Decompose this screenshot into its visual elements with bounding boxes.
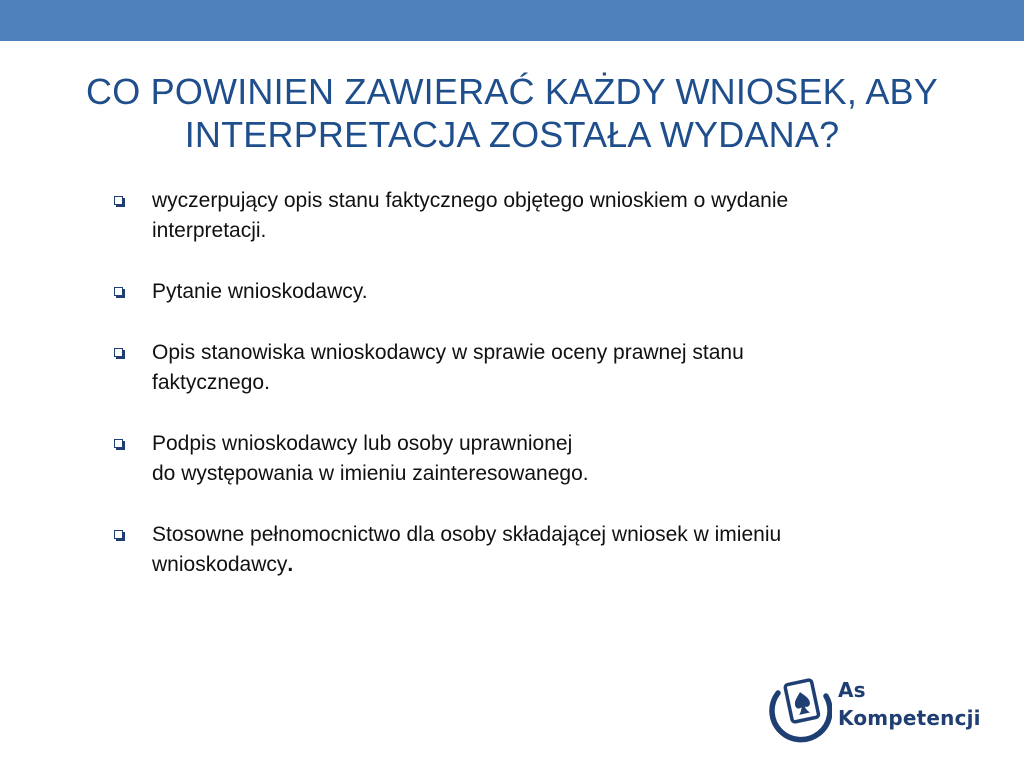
top-accent-bar: [0, 0, 1024, 41]
logo-text-line-2: Kompetencji: [838, 706, 981, 730]
playing-card-icon: [785, 680, 819, 723]
list-item: [112, 520, 942, 580]
list-item-line-1: Stosowne pełnomocnictwo dla osoby składającej wniosek w imieniu: [152, 523, 782, 546]
square-bullet-icon: [114, 348, 123, 357]
as-kompetencji-logo: [768, 672, 998, 746]
list-item-line-2: [152, 550, 942, 580]
list-item-line-2: do występowania w imieniu zainteresowanego.: [152, 462, 589, 485]
logo-text: [838, 676, 981, 732]
list-item-line-1: Podpis wnioskodawcy lub osoby uprawnionej: [152, 432, 573, 455]
requirements-list: [112, 186, 942, 611]
list-item-line-1: Pytanie wnioskodawcy.: [152, 280, 368, 303]
square-bullet-icon: [114, 287, 123, 296]
list-item-line-1: Opis stanowiska wnioskodawcy w sprawie oceny prawnej stanu: [152, 341, 744, 364]
spade-card-icon: [768, 672, 832, 746]
square-bullet-icon: [114, 196, 123, 205]
list-item-line-2: faktycznego.: [152, 371, 270, 394]
list-item: [112, 186, 942, 246]
list-item: [112, 277, 942, 307]
list-item: [112, 338, 942, 398]
square-bullet-icon: [114, 439, 123, 448]
slide-title: [20, 70, 1004, 156]
list-item-text: wnioskodawcy: [152, 553, 288, 576]
slide-title-line-1: CO POWINIEN ZAWIERAĆ KAŻDY WNIOSEK, ABY: [86, 71, 938, 112]
square-bullet-icon: [114, 530, 123, 539]
list-item-line-2: interpretacji.: [152, 219, 267, 242]
logo-text-line-1: As: [838, 678, 866, 702]
slide-title-line-2: INTERPRETACJA ZOSTAŁA WYDANA?: [184, 114, 840, 155]
final-period: .: [287, 553, 294, 576]
list-item-line-1: wyczerpujący opis stanu faktycznego objętego wnioskiem o wydanie: [152, 189, 789, 212]
list-item: [112, 429, 942, 489]
